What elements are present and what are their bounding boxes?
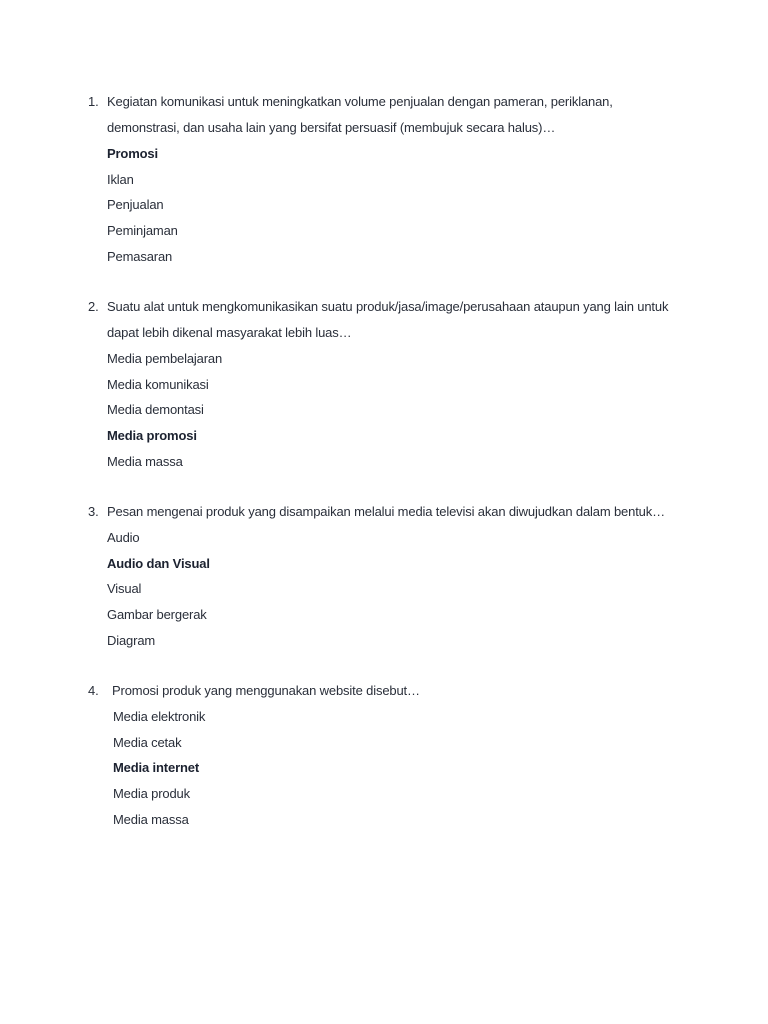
answer-option-correct: Promosi [107,146,158,161]
answer-options [113,704,688,832]
question-row [88,678,688,704]
question-row [88,499,688,525]
question-text: Suatu alat untuk mengkomunikasikan suatu produk/jasa/image/perusahaan ataupun yang lain untuk dapat lebih dikenal masyarakat lebih luas… [107,299,669,340]
question-row [88,89,688,141]
answer-options [107,141,688,269]
question-number: 1. [88,94,99,109]
question-2 [88,294,688,474]
answer-option: Penjualan [107,197,164,213]
answer-option: Media demontasi [107,402,204,418]
question-number: 3. [88,504,99,519]
answer-option: Visual [107,581,142,597]
answer-option-correct: Media internet [113,760,200,776]
question-number: 2. [88,299,99,314]
answer-options [107,525,688,653]
question-1 [88,89,688,269]
answer-option-correct: Media promosi [107,428,197,444]
question-text: Kegiatan komunikasi untuk meningkatkan volume penjualan dengan pameran, periklanan, demonstrasi, dan usaha lain yang bersifat persuasif (membujuk secara halus)… [107,94,613,135]
answer-option: Media elektronik [113,709,206,724]
question-number: 4. [88,683,99,698]
answer-option: Media cetak [113,734,182,750]
question-row [88,294,688,346]
answer-option: Peminjaman [107,223,178,239]
answer-option: Audio [107,530,140,545]
answer-option: Media produk [113,786,190,802]
question-text: Pesan mengenai produk yang disampaikan melalui media televisi akan diwujudkan dalam bentuk… [107,504,665,519]
question-3 [88,499,688,653]
answer-option: Media massa [107,453,183,469]
question-4 [88,678,688,832]
question-text: Promosi produk yang menggunakan website disebut… [112,683,420,698]
answer-option: Media komunikasi [107,376,209,392]
answer-option-correct: Audio dan Visual [107,555,210,571]
answer-option: Media massa [113,811,189,827]
answer-option: Diagram [107,632,156,648]
answer-option: Media pembelajaran [107,351,223,366]
answer-options [107,346,688,474]
answer-option: Pemasaran [107,248,173,264]
answer-option: Gambar bergerak [107,607,207,623]
answer-option: Iklan [107,171,134,187]
